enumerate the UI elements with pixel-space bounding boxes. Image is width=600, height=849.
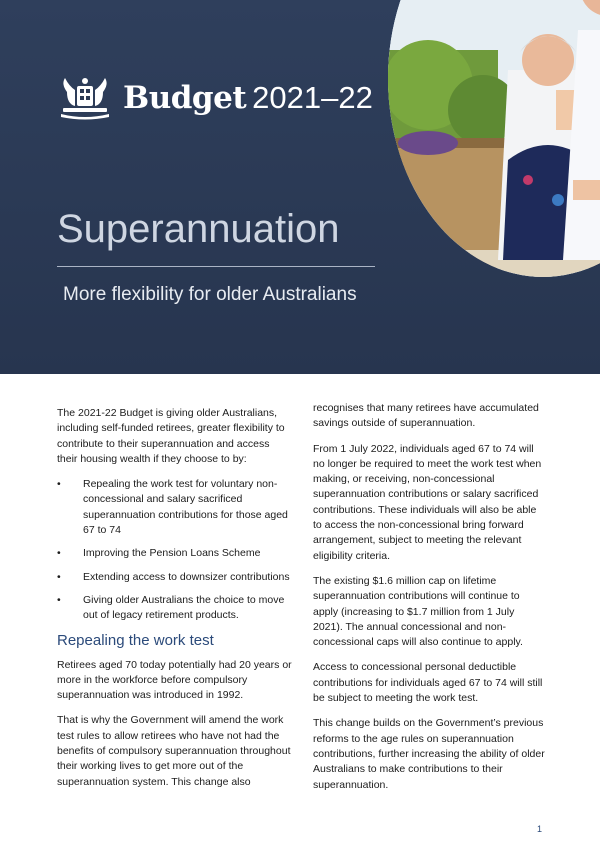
list-item-text: Repealing the work test for voluntary non-concessional and salary sacrificed superannuation contributions for those aged 67 to 74 xyxy=(83,478,288,537)
bullet-icon: • xyxy=(57,478,61,491)
title-divider xyxy=(57,266,375,267)
bullet-icon: • xyxy=(57,547,61,560)
body-paragraph: recognises that many retirees have accumulated savings outside of superannuation. xyxy=(313,402,539,430)
right-column xyxy=(313,401,547,803)
body-paragraph: From 1 July 2022, individuals aged 67 to 74 will no longer be required to meet the work test when making, or receiving, non-concessional superannuation contributions or salary sacrificed contributions. These individuals will also be able to access the non-concessional bring forward arrangement, subject to meeting the relevant eligibility criteria. xyxy=(313,442,542,562)
body-paragraph: The existing $1.6 million cap on lifetime superannuation contributions will continue to apply (increasing to $1.7 million from 1 July 2021). The annual concessional and non-concessional caps will also continue to apply. xyxy=(313,574,523,649)
coat-of-arms-icon xyxy=(57,76,113,120)
header-banner xyxy=(0,0,600,374)
measures-list xyxy=(57,477,292,623)
list-item xyxy=(57,477,292,538)
bullet-icon: • xyxy=(57,570,61,583)
left-column xyxy=(57,406,292,800)
page-subtitle: More flexibility for older Australians xyxy=(63,284,357,305)
page-number: 1 xyxy=(537,824,543,834)
body-paragraph: That is why the Government will amend the work test rules to allow retirees who have not had the benefits of compulsory superannuation throughout their working lives to get more out of the superannuation system. This change also xyxy=(57,714,291,788)
list-item xyxy=(57,546,292,561)
body-paragraph: This change builds on the Government’s previous reforms to the age rules on superannuation contributions, further increasing the ability of older Australians to make contributions to their superannuation. xyxy=(313,717,545,791)
budget-wordmark xyxy=(123,80,373,116)
intro-paragraph: The 2021-22 Budget is giving older Australians, including self-funded retirees, greater flexibility to contribute to their superannuation and access their housing wealth if they choose to by: xyxy=(57,407,285,465)
list-item-text: Giving older Australians the choice to move out of legacy retirement products. xyxy=(83,593,285,622)
page-title: Superannuation xyxy=(57,207,340,251)
list-item xyxy=(57,570,292,585)
budget-year: 2021–22 xyxy=(252,80,373,115)
list-item-text: Extending access to downsizer contributions xyxy=(83,570,290,583)
budget-brand: Budget xyxy=(123,80,247,116)
cover-photo xyxy=(388,0,600,277)
body-paragraph: Retirees aged 70 today potentially had 20 years or more in the workforce before compulsory superannuation was introduced in 1992. xyxy=(57,658,292,702)
body-paragraph: Access to concessional personal deductible contributions for individuals aged 67 to 74 will still be subject to meeting the work test. xyxy=(313,661,543,705)
list-item xyxy=(57,593,292,624)
list-item-text: Improving the Pension Loans Scheme xyxy=(83,547,261,560)
bullet-icon: • xyxy=(57,593,61,606)
section-heading: Repealing the work test xyxy=(57,631,214,649)
